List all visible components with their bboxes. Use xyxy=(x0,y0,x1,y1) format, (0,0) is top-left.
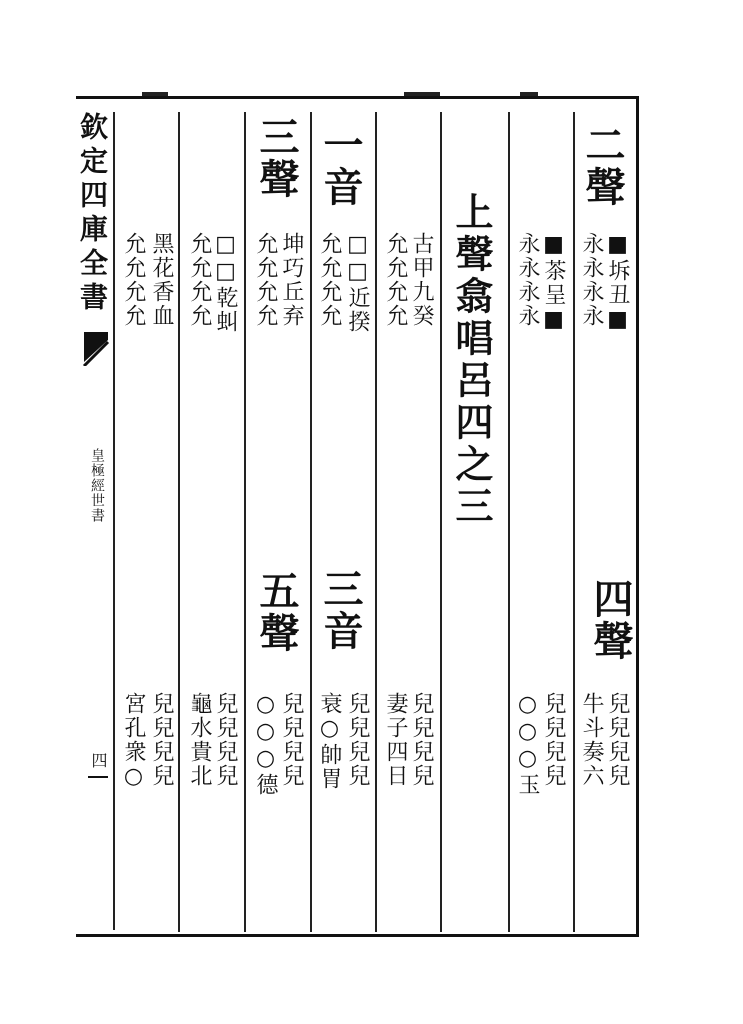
rhyme-marks: 允允允允 xyxy=(187,232,212,328)
rhyme-marks: 允允允允 xyxy=(253,232,278,328)
tone-heading: 二聲 xyxy=(579,124,626,208)
rhyme-chars: ○○○玉 xyxy=(515,692,540,797)
fold-mark-icon xyxy=(82,328,110,366)
rhyme-marks: 兒兒兒兒 xyxy=(541,692,566,788)
rhyme-marks: 永永永永 xyxy=(515,232,540,328)
rhyme-chars: ■茶呈■ xyxy=(541,232,566,334)
tone-heading: 五聲 xyxy=(253,570,300,654)
center-margin-title: 皇極經世書 xyxy=(89,448,105,523)
rhyme-marks: 兒兒兒兒 xyxy=(345,692,370,788)
tone-heading: 四聲 xyxy=(587,578,634,662)
rhyme-chars: 妻子四日 xyxy=(383,692,408,788)
page-number-rule xyxy=(88,776,108,778)
rhyme-chars: 宮孔衆○ xyxy=(121,692,146,791)
rhyme-marks: 允允允允 xyxy=(317,232,342,328)
tone-heading: 三音 xyxy=(317,568,364,652)
page-number: 四 xyxy=(89,752,108,770)
column-rule xyxy=(440,112,442,932)
rhyme-chars: ○○○德 xyxy=(253,692,278,797)
column-rule xyxy=(573,112,575,932)
tone-heading: 一音 xyxy=(317,124,364,208)
rhyme-chars: 古甲九癸 xyxy=(409,232,434,328)
rhyme-marks: 兒兒兒兒 xyxy=(213,692,238,788)
rhyme-marks: 永永永永 xyxy=(579,232,604,328)
rhyme-chars: 坤巧丘弃 xyxy=(279,232,304,328)
ink-speck xyxy=(142,92,168,96)
column-rule xyxy=(178,112,180,932)
ink-speck xyxy=(404,92,440,96)
column-rule xyxy=(244,112,246,932)
rhyme-chars: □□近揆 xyxy=(345,232,370,334)
column-rule xyxy=(375,112,377,932)
chapter-title: 上聲翕唱呂四之三 xyxy=(449,192,494,528)
rhyme-marks: 兒兒兒兒 xyxy=(149,692,174,788)
rhyme-marks: 兒兒兒兒 xyxy=(409,692,434,788)
top-rule xyxy=(76,96,636,99)
rhyme-chars: □□乾虯 xyxy=(213,232,238,334)
ink-speck xyxy=(520,92,538,96)
rhyme-marks: 兒兒兒兒 xyxy=(279,692,304,788)
rhyme-marks: 兒兒兒兒 xyxy=(605,692,630,788)
rhyme-chars: 龜水貴北 xyxy=(187,692,212,788)
tone-heading: 三聲 xyxy=(253,116,300,200)
rhyme-chars: 衰○帥胃 xyxy=(317,692,342,791)
page-frame xyxy=(76,96,639,937)
rhyme-chars: 牛斗奏六 xyxy=(579,692,604,788)
rhyme-chars: 黑花香血 xyxy=(149,232,174,328)
column-rule xyxy=(310,112,312,932)
rhyme-marks: 允允允允 xyxy=(121,232,146,328)
rhyme-marks: 允允允允 xyxy=(383,232,408,328)
book-title: 欽定四庫全書 xyxy=(76,112,109,316)
rhyme-chars: ■坼丑■ xyxy=(605,232,630,334)
column-rule xyxy=(113,112,115,930)
column-rule xyxy=(508,112,510,932)
